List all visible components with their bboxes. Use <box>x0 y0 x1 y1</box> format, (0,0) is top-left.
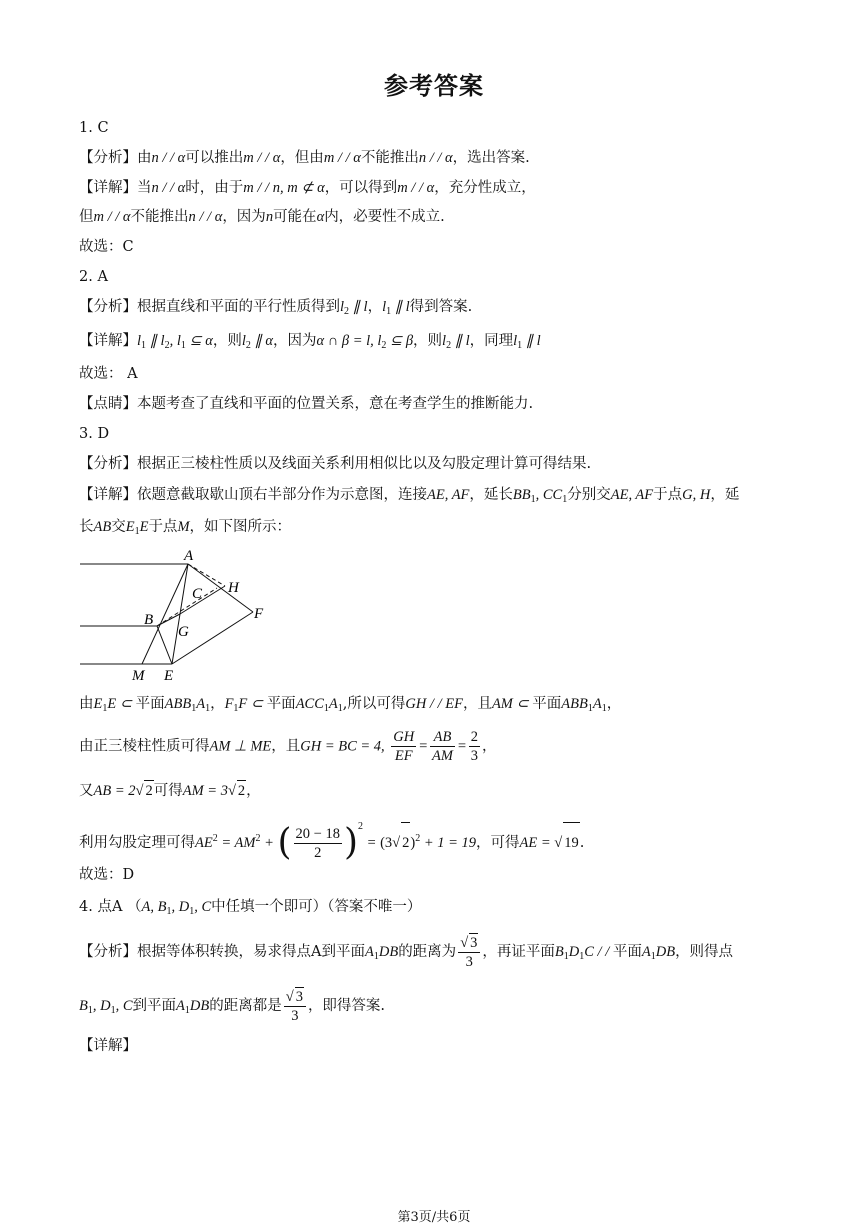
q3-detail-2: 长AB交$E_1E$于点M，如下图所示： <box>79 519 292 537</box>
q4-detail-heading: 【详解】 <box>79 1038 137 1054</box>
q2-detail: 【详解】$l_1$ ∥ $l_2$, $l_1$ ⊆ α，则$l_2$ ∥ α，因为α ∩ β = l, $l_2$ ⊆ β，则$l_2$ ∥ l，同理$l_1$ ∥ l <box>79 333 541 351</box>
q3-line-c: 又AB = 2√ 2可得AM = 3√ 2， <box>79 780 261 801</box>
fraction-sqrt3-over-3-b: $\frac{√ 3}{3}$ <box>284 987 306 1025</box>
label-E: E <box>164 668 174 684</box>
label-G: G <box>178 624 189 640</box>
q1-answer: 1. C <box>79 120 109 136</box>
q3-line-b: 由正三棱柱性质可得AM ⊥ ME，且GH = BC = 4, $\frac{GH}{EF}$ = $\frac{AB}{AM}$ = $\frac{2}{3}$ ， <box>79 729 497 764</box>
q3-line-a: 由$E_1E$ ⊂ 平面$ABB_1A_1$，$F_1F$ ⊂ 平面$ACC_1A_1$,所以可得GH / / EF，且AM ⊂ 平面$ABB_1A_1$， <box>79 696 622 714</box>
fraction-two-thirds: $\frac{2}{3}$ <box>470 729 479 764</box>
edge-GH <box>180 586 225 614</box>
fraction-gh-ef: $\frac{GH}{EF}$ <box>393 729 415 764</box>
label-B: B <box>144 612 154 628</box>
q1-choice: 故选：C <box>79 239 134 255</box>
label-H: H <box>228 580 239 596</box>
q3-analysis: 【分析】根据正三棱柱性质以及线面关系利用相似比以及勾股定理计算可得结果. <box>79 456 592 472</box>
page-title: 参考答案 <box>384 72 484 100</box>
label-M: M <box>132 668 145 684</box>
q1-detail-1: 【详解】当n / / α时，由于m / / n, m ⊄ α，可以得到m / / α，充分性成立， <box>79 180 536 196</box>
fraction-20-18: $\frac{20 - 18}{2}$ <box>295 825 340 861</box>
q2-analysis: 【分析】根据直线和平面的平行性质得到$l_2$ ∥ l，$l_1$ ∥ l得到答案. <box>79 299 473 317</box>
q4-answer: 4. 点A （A, $B_1$, $D_1$, C中任填一个即可）（答案不唯一） <box>79 899 422 917</box>
q4-analysis-2: $B_1$, $D_1$, C到平面$A_1DB$的距离都是 $\frac{√ 3}{3}$ ，即得答案. <box>79 989 386 1024</box>
q3-answer: 3. D <box>79 426 110 442</box>
fraction-ab-am: $\frac{AB}{AM}$ <box>432 729 453 764</box>
edge-BC-dashed <box>157 588 217 626</box>
label-C: C <box>192 586 203 602</box>
q3-detail-1: 【详解】依题意截取歇山顶右半部分作为示意图，连接AE, AF，延长$BB_1$, $CC_1$分别交AE, AF于点G, H，延 <box>79 487 740 505</box>
q1-detail-2: 但m / / α不能推出n / / α，因为n可能在α内，必要性不成立. <box>79 209 445 225</box>
edge-AH-dashed <box>188 564 225 586</box>
q2-comment: 【点睛】本题考查了直线和平面的位置关系，意在考查学生的推断能力. <box>79 396 534 412</box>
q2-choice: 故选： A <box>79 366 138 382</box>
label-A: A <box>184 548 194 564</box>
q3-line-d: 利用勾股定理可得$AE^2 = AM^2$ + ( $\frac{20 - 18}{2}$ )$^2$ = (3√ 2)$^2$ + 1 = 19，可得AE = √ 19. <box>79 821 585 863</box>
page-footer: 第3页/共6页 <box>397 1210 471 1225</box>
q2-answer: 2. A <box>79 269 108 285</box>
q1-analysis: 【分析】由n / / α可以推出m / / α，但由m / / α不能推出n / / α，选出答案. <box>79 150 530 166</box>
fraction-sqrt3-over-3: $\frac{√ 3}{3}$ <box>458 933 480 971</box>
q4-analysis-1: 【分析】根据等体积转换，易求得点A到平面$A_1DB$的距离为 $\frac{√ 3}{3}$ ，再证平面$B_1D_1C$ / / 平面$A_1DB$，则得点 <box>79 935 734 970</box>
q3-choice: 故选：D <box>79 867 135 883</box>
geometry-figure <box>76 546 276 686</box>
label-F: F <box>254 606 264 622</box>
edge-BE <box>157 626 172 664</box>
